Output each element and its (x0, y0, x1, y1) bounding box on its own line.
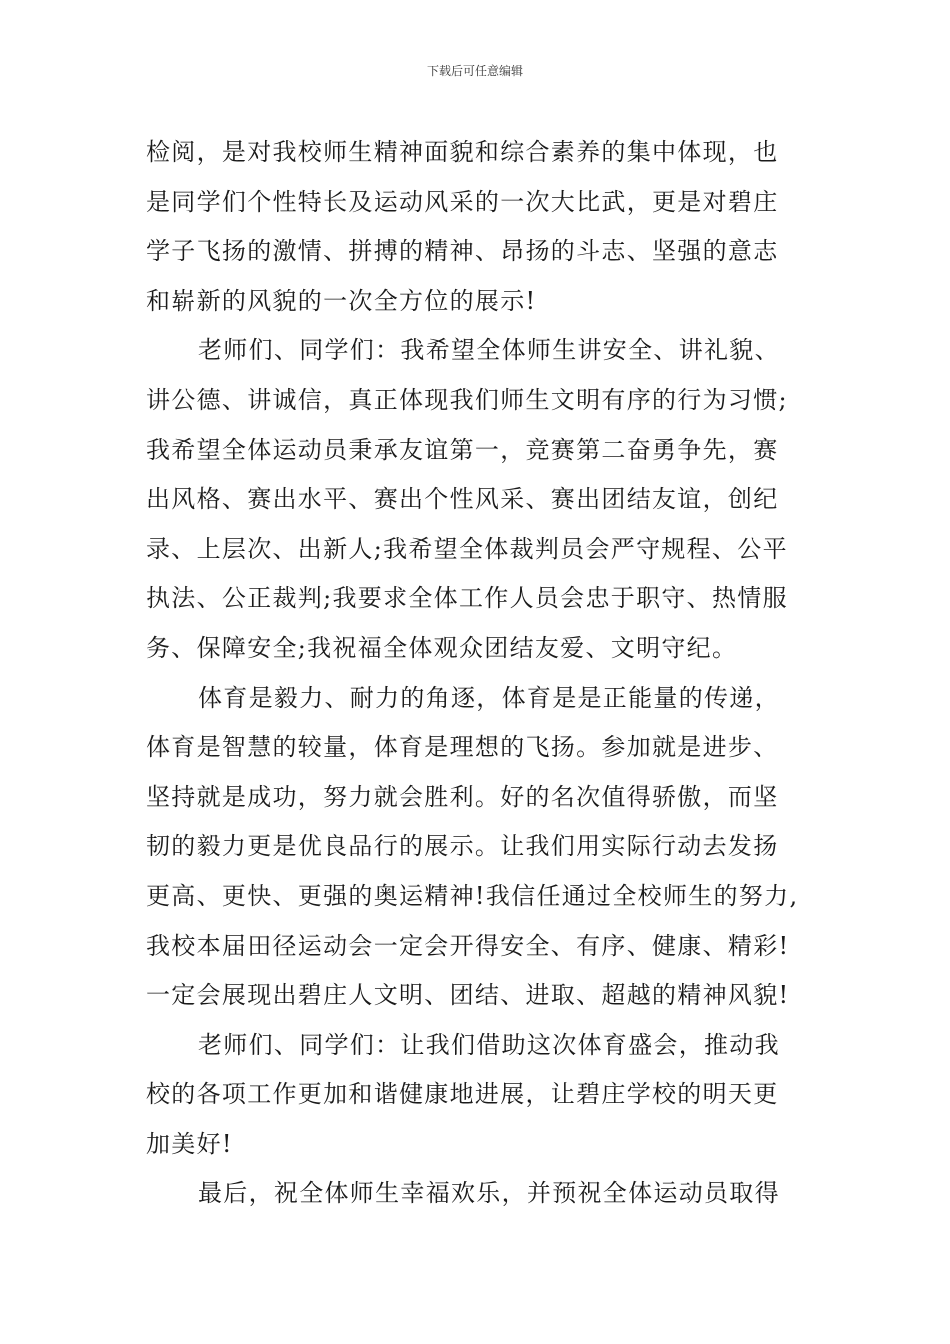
text-line: 我希望全体运动员秉承友谊第一，竞赛第二奋勇争先，赛 (146, 435, 779, 464)
text-line: 出风格、赛出水平、赛出个性风采、赛出团结友谊，创纪 (146, 485, 779, 514)
text-line: 录、上层次、出新人;我希望全体裁判员会严守规程、公平 (146, 534, 788, 563)
text-line: 讲公德、讲诚信，真正体现我们师生文明有序的行为习惯; (146, 385, 788, 414)
text-line: 校的各项工作更加和谐健康地进展，让碧庄学校的明天更 (146, 1080, 779, 1109)
text-line: 老师们、同学们：让我们借助这次体育盛会，推动我 (198, 1030, 780, 1059)
paragraph-1 (146, 128, 826, 326)
text-line: 执法、公正裁判;我要求全体工作人员会忠于职守、热情服 (146, 584, 788, 613)
text-line: 体育是毅力、耐力的角逐，体育是是正能量的传递， (198, 683, 780, 712)
text-line: 老师们、同学们：我希望全体师生讲安全、讲礼貌、 (198, 336, 780, 365)
document-body (146, 128, 826, 1219)
text-line: 务、保障安全;我祝福全体观众团结友爱、文明守纪。 (146, 633, 738, 662)
paragraph-5 (146, 1169, 826, 1219)
text-line: 体育是智慧的较量，体育是理想的飞扬。参加就是进步、 (146, 733, 779, 762)
page-header: 下载后可任意编辑 (426, 64, 523, 78)
text-line: 检阅，是对我校师生精神面貌和综合素养的集中体现，也 (146, 138, 779, 166)
paragraph-2 (146, 326, 826, 673)
text-line: 学子飞扬的激情、拼搏的精神、昂扬的斗志、坚强的意志 (146, 237, 779, 266)
paragraph-4 (146, 1021, 826, 1170)
text-line: 坚持就是成功，努力就会胜利。好的名次值得骄傲，而坚 (146, 782, 779, 811)
text-line: 我校本届田径运动会一定会开得安全、有序、健康、精彩! (146, 931, 790, 960)
text-line: 一定会展现出碧庄人文明、团结、进取、超越的精神风貌! (146, 981, 790, 1010)
text-line: 加美好! (146, 1129, 233, 1158)
text-line: 更高、更快、更强的奥运精神!我信任通过全校师生的努力, (146, 881, 799, 910)
text-line: 是同学们个性特长及运动风采的一次大比武，更是对碧庄 (146, 187, 779, 216)
paragraph-3 (146, 674, 826, 1021)
text-line: 最后，祝全体师生幸福欢乐，并预祝全体运动员取得 (198, 1179, 780, 1208)
text-line: 韧的毅力更是优良品行的展示。让我们用实际行动去发扬 (146, 832, 779, 861)
text-line: 和崭新的风貌的一次全方位的展示! (146, 286, 537, 315)
